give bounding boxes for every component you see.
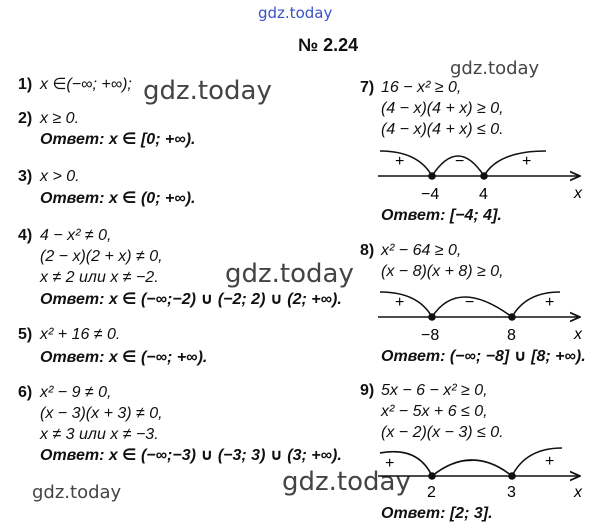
item-number: 3) [18, 168, 33, 185]
item-line: (4 − x)(4 + x) ≥ 0, [381, 100, 504, 117]
item-number: 8) [360, 242, 375, 259]
item-line: (4 − x)(4 + x) ≤ 0. [381, 121, 504, 138]
watermark-top: gdz.today [258, 4, 333, 22]
axis-label: x [574, 326, 582, 343]
sign-arc [380, 151, 432, 176]
item-number: 5) [18, 326, 33, 343]
answer-line: Ответ: x ∈ (−∞; +∞). [40, 349, 208, 366]
critical-point [508, 472, 516, 480]
axis-label: x [574, 484, 582, 501]
number-line-diagram-9 [378, 448, 583, 501]
point-label: 3 [507, 484, 516, 501]
item-line: x ∈(−∞; +∞); [40, 76, 132, 93]
answer-line: Ответ: (−∞; −8] ∪ [8; +∞). [381, 348, 586, 365]
item-line: (x − 8)(x + 8) ≥ 0, [381, 263, 504, 280]
number-line-diagram-8 [378, 292, 583, 344]
watermark: gdz.today [225, 259, 354, 289]
answer-line: Ответ: x ∈ [0; +∞). [40, 131, 196, 148]
item-line: (x − 3)(x + 3) ≠ 0, [40, 405, 163, 422]
critical-point [428, 313, 436, 321]
critical-point [480, 172, 488, 180]
sign-arc [484, 151, 546, 176]
watermark: gdz.today [282, 467, 411, 497]
item-number: 9) [360, 382, 375, 399]
sign-label: + [522, 153, 532, 170]
sign-label: + [395, 153, 405, 170]
sign-arc [512, 448, 562, 476]
number-line-diagram-7 [378, 151, 583, 203]
point-label: −4 [421, 186, 440, 203]
watermark: gdz.today [143, 76, 272, 106]
watermark: gdz.today [450, 58, 540, 79]
item-number: 4) [18, 227, 33, 244]
sign-label: + [545, 453, 555, 470]
item-line: x ≠ 2 или x ≠ −2. [40, 269, 159, 286]
sign-label: + [545, 294, 555, 311]
item-line: x ≠ 3 или x ≠ −3. [40, 426, 159, 443]
point-label: 8 [507, 327, 516, 344]
point-label: 2 [427, 484, 436, 501]
sign-label: − [455, 153, 465, 170]
sign-label: − [465, 294, 475, 311]
item-line: x² − 9 ≠ 0, [40, 384, 112, 401]
item-line: x > 0. [40, 168, 80, 185]
answer-line: Ответ: x ∈ (0; +∞). [40, 190, 196, 207]
sign-label: + [395, 294, 405, 311]
sign-label: + [385, 455, 395, 472]
sign-arc [380, 292, 432, 317]
item-line: x² − 5x + 6 ≤ 0, [381, 403, 488, 420]
item-line: x² + 16 ≠ 0. [40, 326, 121, 343]
critical-point [508, 313, 516, 321]
critical-point [428, 172, 436, 180]
item-line: (2 − x)(2 + x) ≠ 0, [40, 248, 163, 265]
problem-number-title: № 2.24 [298, 35, 359, 55]
critical-point [428, 472, 436, 480]
watermark: gdz.today [32, 482, 122, 503]
item-line: 16 − x² ≥ 0, [381, 79, 462, 96]
item-number: 2) [18, 110, 33, 127]
axis-label: x [574, 185, 582, 202]
point-label: 4 [479, 186, 488, 203]
item-line: 5x − 6 − x² ≥ 0, [381, 382, 488, 399]
answer-line: Ответ: x ∈ (−∞;−2) ∪ (−2; 2) ∪ (2; +∞). [40, 291, 342, 308]
answer-line: Ответ: x ∈ (−∞;−3) ∪ (−3; 3) ∪ (3; +∞). [40, 447, 342, 464]
answer-line: Ответ: [−4; 4]. [381, 207, 502, 224]
item-line: 4 − x² ≠ 0, [40, 227, 112, 244]
item-line: (x − 2)(x − 3) ≤ 0. [381, 424, 504, 441]
item-line: x ≥ 0. [40, 110, 80, 127]
point-label: −8 [421, 327, 440, 344]
sign-label: − [463, 453, 473, 470]
item-number: 6) [18, 384, 33, 401]
answer-line: Ответ: [2; 3]. [381, 505, 493, 522]
item-number: 7) [360, 79, 375, 96]
item-number: 1) [18, 76, 33, 93]
item-line: x² − 64 ≥ 0, [381, 242, 462, 259]
